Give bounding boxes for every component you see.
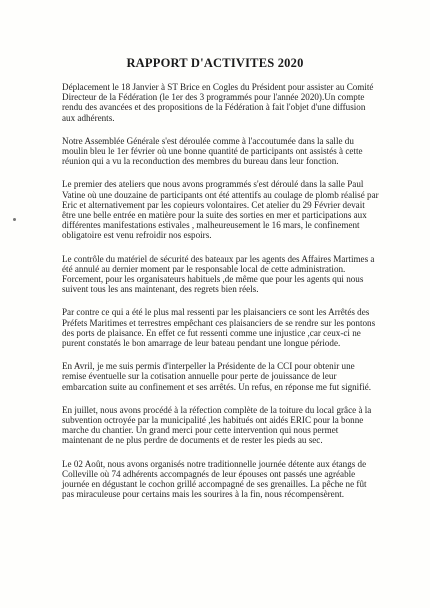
paragraph-controle-materiel: Le contrôle du matériel de sécurité des bateaux par les agents des Affaires Martimes a été annulé au dernier moment par le responsable local de cette administration. Forcement, pour les organisateurs habituels ,de même que pour les agents qui nous suivent tous les ans maintenant, des regrets bien réels. [62, 253, 375, 295]
scan-margin-mark [13, 218, 16, 221]
paragraph-cci-avril: En Avril, je me suis permis d'interpeller la Présidente de la CCI pour obtenir une remise éventuelle sur la cotisation annuelle pour perte de jouissance de leur embarcation suite au confinement et ses arrêtés. Un refus, en réponse me fut signifié. [62, 361, 372, 392]
paragraph-atelier-plomb: Le premier des ateliers que nous avons programmés s'est déroulé dans la salle Paul Vatine où une douzaine de participants ont été attentifs au coulage de plomb réalisé par Eric et alternativement par les copieurs volontaires. Cet atelier du 29 Février devait être une belle entrée en matière pour la suite des sorties en mer et participations aux différentes manifestations estivales , malheureusement le 16 mars, le confinement obligatoire est venu refroidir nos espoirs. [62, 179, 379, 241]
paragraph-comite-directeur: Déplacement le 18 Janvier à ST Brice en Cogles du Président pour assister au Comité Directeur de la Fédération (le 1er des 3 programmés pour l'année 2020).Un compte rendu des avancées et des propositions de la Fédération à fait l'objet d'une diffusion aux adhérents. [62, 82, 374, 123]
document-body [62, 82, 380, 513]
document-title: RAPPORT D'ACTIVITES 2020 [126, 56, 304, 70]
paragraph-assemblee-generale: Notre Assemblée Générale s'est déroulée comme à l'accoutumée dans la salle du moulin bleu le 1er février où une bonne quantité de participants ont assistés à cette réunion qui a vu la reconduction des membres du bureau dans leur fonction. [62, 135, 363, 167]
paragraph-toiture-juillet: En juillet, nous avons procédé à la réfection complète de la toiture du local grâce à la subvention octroyée par la municipalité ,les habitués ont aidés ERIC pour la bonne marche du chantier. Un grand merci pour cette intervention qui nous permet maintenant de ne plus perdre de documents et de rester les pieds au sec. [62, 404, 372, 446]
paragraph-journee-aout: Le 02 Août, nous avons organisés notre traditionnelle journée détente aux étangs de Colleville où 74 adhérents accompagnés de leur épouses ont passés une agréable journée en dégustant le cochon grillé accompagné de ses grenailles. La pêche ne fût pas miraculeuse pour certains mais les sourires à la fin, nous récompensèrent. [62, 458, 367, 500]
paragraph-arretes-prefets: Par contre ce qui a été le plus mal ressenti par les plaisanciers ce sont les Arrêtés des Préfets Maritimes et terrestres empêchant ces plaisanciers de se rendre sur les pontons des ports de plaisance. En effet ce fut ressenti comme une injustice ,car ceux-ci ne purent constatés le bon amarrage de leur bateau pendant une longue période. [62, 307, 376, 349]
